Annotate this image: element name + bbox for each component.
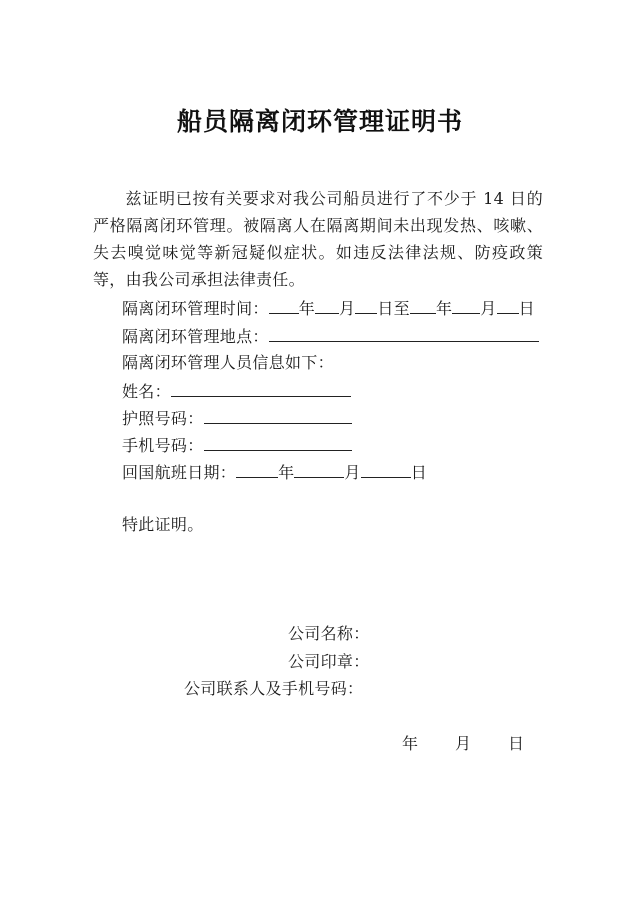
start-month-blank[interactable] <box>315 297 339 314</box>
location-label: 隔离闭环管理地点： <box>122 327 269 346</box>
year-text: 年 <box>402 734 419 753</box>
body-text: 兹证明已按有关要求对我公司船员进行了不少于 14 日的严格隔离闭环管理。被隔离人在隔离期间未出现发热、咳嗽、失去嗅觉味觉等新冠疑似症状。如违反法律法规、防疫政策等，由我公司承担法律责任。 <box>93 189 543 289</box>
certificate-body <box>93 185 543 293</box>
flight-day-blank[interactable] <box>361 461 411 478</box>
company-seal-label: 公司印章： <box>288 652 370 671</box>
name-label: 姓名： <box>122 382 171 401</box>
time-label: 隔离闭环管理时间： <box>122 299 269 318</box>
passport-label: 护照号码： <box>122 409 204 428</box>
end-day-blank[interactable] <box>497 297 519 314</box>
phone-blank[interactable] <box>204 434 352 451</box>
month-text: 月 <box>455 734 472 753</box>
name-row <box>122 380 351 403</box>
month-text: 月 <box>344 463 361 482</box>
flight-month-blank[interactable] <box>294 461 344 478</box>
personnel-info-heading: 隔离闭环管理人员信息如下： <box>122 353 334 372</box>
start-day-blank[interactable] <box>355 297 377 314</box>
day-text: 日 <box>410 463 428 482</box>
day-text: 日 <box>377 299 394 318</box>
start-year-blank[interactable] <box>269 297 299 314</box>
year-text: 年 <box>278 463 295 482</box>
passport-blank[interactable] <box>204 407 352 424</box>
year-text: 年 <box>435 299 453 318</box>
isolation-location-row <box>122 325 539 348</box>
month-text: 月 <box>339 299 356 318</box>
location-blank[interactable] <box>269 325 539 342</box>
phone-label: 手机号码： <box>122 436 204 455</box>
flight-label: 回国航班日期： <box>122 463 237 482</box>
to-text: 至 <box>393 299 410 318</box>
end-year-blank[interactable] <box>410 297 436 314</box>
end-month-blank[interactable] <box>452 297 480 314</box>
flight-year-blank[interactable] <box>236 461 278 478</box>
phone-row <box>122 434 352 457</box>
year-text: 年 <box>298 299 316 318</box>
page-title: 船员隔离闭环管理证明书 <box>176 107 463 136</box>
flight-date-row <box>122 461 427 484</box>
passport-row <box>122 407 352 430</box>
name-blank[interactable] <box>171 380 351 397</box>
signature-date <box>402 733 524 755</box>
day-text: 日 <box>508 734 525 753</box>
certify-statement: 特此证明。 <box>122 515 204 534</box>
company-contact-label: 公司联系人及手机号码： <box>184 679 364 698</box>
company-name-label: 公司名称： <box>288 624 370 643</box>
day-text: 日 <box>518 299 535 318</box>
isolation-time-row <box>122 297 535 320</box>
month-text: 月 <box>480 299 497 318</box>
